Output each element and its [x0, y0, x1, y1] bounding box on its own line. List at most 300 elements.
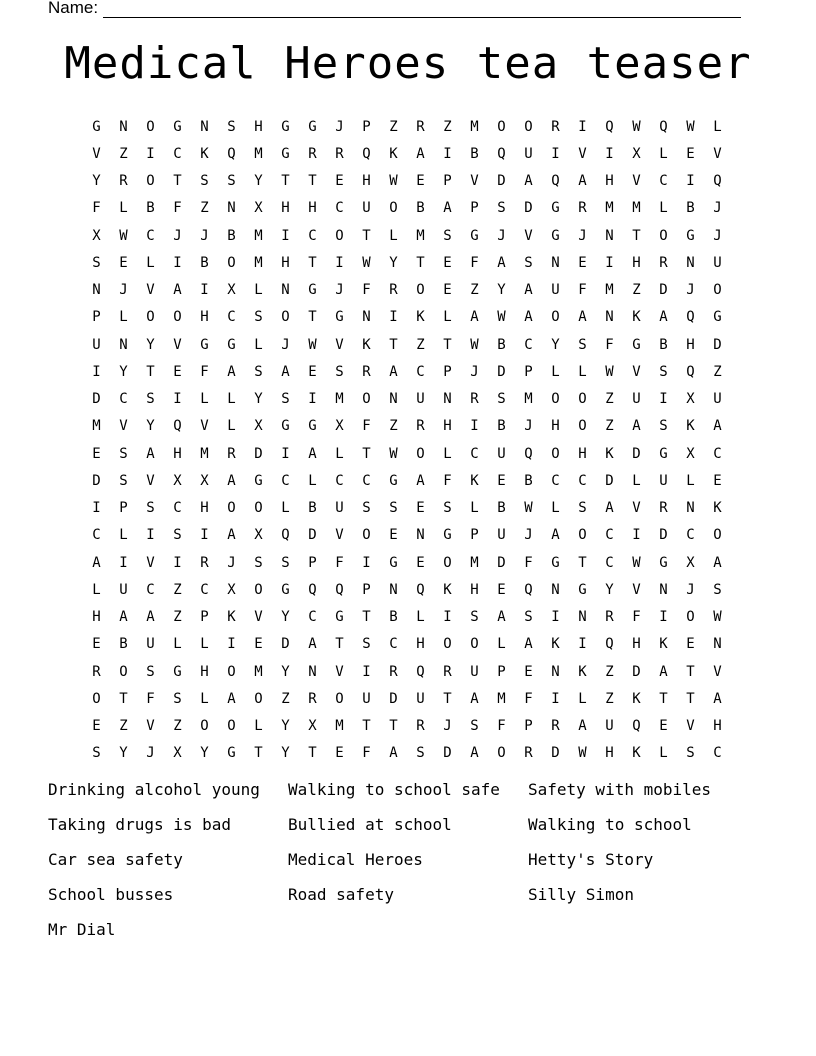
grid-letter: J — [713, 200, 722, 217]
grid-letter: K — [659, 636, 668, 653]
word-list-item: Safety with mobiles — [528, 780, 712, 799]
grid-letter: T — [443, 690, 452, 707]
page-title: Medical Heroes tea teaser — [64, 38, 752, 89]
grid-letter: E — [416, 500, 425, 517]
grid-letter: D — [308, 527, 317, 544]
grid-letter: E — [659, 718, 668, 735]
grid-letter: Y — [281, 663, 290, 680]
grid-letter: U — [497, 445, 506, 462]
grid-letter: F — [470, 254, 479, 271]
grid-letter: Y — [119, 363, 128, 380]
grid-letter: Z — [389, 118, 398, 135]
grid-letter: G — [173, 663, 182, 680]
grid-letter: E — [686, 636, 695, 653]
grid-letter: J — [524, 418, 533, 435]
grid-letter: F — [173, 200, 182, 217]
grid-letter: G — [281, 418, 290, 435]
grid-letter: T — [281, 173, 290, 190]
grid-letter: X — [173, 745, 182, 762]
grid-letter: H — [443, 418, 452, 435]
grid-letter: A — [524, 173, 533, 190]
grid-letter: L — [254, 718, 263, 735]
grid-letter: K — [200, 145, 209, 162]
grid-letter: Q — [632, 718, 641, 735]
grid-letter: J — [200, 227, 209, 244]
grid-letter: M — [470, 554, 479, 571]
grid-letter: N — [659, 581, 668, 598]
grid-letter: H — [578, 445, 587, 462]
grid-letter: J — [686, 282, 695, 299]
grid-letter: S — [146, 500, 155, 517]
grid-letter: R — [335, 145, 344, 162]
grid-letter: S — [173, 690, 182, 707]
grid-letter: V — [200, 418, 209, 435]
grid-letter: Z — [200, 200, 209, 217]
grid-letter: U — [605, 718, 614, 735]
grid-letter: U — [146, 636, 155, 653]
word-list-item: Walking to school — [528, 815, 692, 834]
grid-letter: C — [416, 363, 425, 380]
grid-letter: H — [92, 609, 101, 626]
grid-letter: N — [686, 254, 695, 271]
grid-letter: B — [497, 500, 506, 517]
grid-letter: W — [362, 254, 371, 271]
grid-letter: N — [362, 309, 371, 326]
grid-letter: S — [281, 391, 290, 408]
grid-letter: Y — [254, 391, 263, 408]
grid-letter: A — [713, 418, 722, 435]
grid-letter: C — [173, 500, 182, 517]
grid-letter: F — [443, 472, 452, 489]
grid-letter: O — [227, 254, 236, 271]
grid-letter: G — [335, 309, 344, 326]
grid-letter: A — [659, 663, 668, 680]
grid-letter: T — [335, 636, 344, 653]
grid-letter: H — [713, 718, 722, 735]
grid-letter: X — [686, 445, 695, 462]
grid-letter: V — [470, 173, 479, 190]
grid-letter: D — [497, 554, 506, 571]
grid-letter: O — [362, 391, 371, 408]
grid-letter: U — [497, 527, 506, 544]
grid-letter: A — [227, 472, 236, 489]
grid-letter: J — [227, 554, 236, 571]
grid-letter: Q — [335, 581, 344, 598]
name-field — [48, 0, 741, 18]
grid-letter: X — [335, 418, 344, 435]
grid-letter: P — [362, 118, 371, 135]
grid-letter: H — [416, 636, 425, 653]
grid-letter: C — [200, 581, 209, 598]
grid-letter: D — [659, 527, 668, 544]
grid-letter: X — [254, 418, 263, 435]
grid-letter: X — [686, 391, 695, 408]
grid-letter: R — [200, 554, 209, 571]
grid-letter: A — [551, 527, 560, 544]
grid-letter: U — [551, 282, 560, 299]
grid-letter: M — [335, 391, 344, 408]
grid-letter: A — [605, 500, 614, 517]
grid-letter: X — [227, 282, 236, 299]
grid-letter: J — [470, 363, 479, 380]
grid-letter: T — [389, 336, 398, 353]
grid-letter: Z — [119, 718, 128, 735]
grid-letter: W — [389, 445, 398, 462]
grid-letter: K — [362, 336, 371, 353]
grid-letter: W — [470, 336, 479, 353]
grid-letter: P — [362, 581, 371, 598]
grid-letter: K — [551, 636, 560, 653]
grid-letter: I — [578, 118, 587, 135]
grid-letter: G — [470, 227, 479, 244]
grid-letter: S — [443, 227, 452, 244]
grid-letter: L — [146, 254, 155, 271]
grid-letter: Z — [389, 418, 398, 435]
grid-letter: W — [632, 118, 641, 135]
grid-letter: U — [713, 254, 722, 271]
grid-letter: R — [443, 663, 452, 680]
grid-letter: G — [578, 581, 587, 598]
grid-letter: O — [551, 309, 560, 326]
grid-letter: O — [173, 309, 182, 326]
grid-letter: J — [524, 527, 533, 544]
grid-letter: W — [497, 309, 506, 326]
grid-letter: Y — [200, 745, 209, 762]
grid-letter: A — [146, 445, 155, 462]
grid-letter: U — [362, 200, 371, 217]
grid-letter: T — [389, 718, 398, 735]
grid-letter: S — [713, 581, 722, 598]
grid-letter: E — [578, 254, 587, 271]
grid-letter: V — [146, 282, 155, 299]
grid-letter: I — [200, 527, 209, 544]
grid-letter: I — [551, 609, 560, 626]
word-list-item: School busses — [48, 885, 174, 904]
grid-letter: I — [92, 500, 101, 517]
grid-letter: A — [443, 200, 452, 217]
grid-letter: S — [524, 609, 533, 626]
grid-letter: V — [632, 500, 641, 517]
grid-letter: C — [281, 472, 290, 489]
grid-letter: O — [146, 118, 155, 135]
grid-letter: J — [497, 227, 506, 244]
grid-letter: E — [416, 554, 425, 571]
grid-letter: S — [173, 527, 182, 544]
grid-letter: B — [308, 500, 317, 517]
grid-letter: A — [524, 636, 533, 653]
grid-letter: H — [200, 309, 209, 326]
grid-letter: J — [281, 336, 290, 353]
grid-letter: U — [524, 145, 533, 162]
grid-letter: G — [335, 609, 344, 626]
grid-letter: N — [119, 118, 128, 135]
grid-letter: S — [497, 200, 506, 217]
grid-letter: F — [362, 282, 371, 299]
grid-letter: C — [146, 227, 155, 244]
grid-letter: Y — [281, 609, 290, 626]
grid-letter: O — [254, 581, 263, 598]
grid-letter: B — [470, 145, 479, 162]
grid-letter: N — [389, 581, 398, 598]
grid-letter: A — [524, 309, 533, 326]
grid-letter: R — [551, 718, 560, 735]
grid-letter: I — [92, 363, 101, 380]
grid-letter: Q — [686, 363, 695, 380]
grid-letter: U — [416, 690, 425, 707]
grid-letter: E — [254, 636, 263, 653]
grid-letter: O — [686, 609, 695, 626]
grid-letter: C — [551, 472, 560, 489]
grid-letter: E — [173, 363, 182, 380]
grid-letter: D — [92, 391, 101, 408]
grid-letter: L — [200, 690, 209, 707]
grid-letter: R — [92, 663, 101, 680]
grid-letter: N — [551, 663, 560, 680]
grid-letter: P — [470, 200, 479, 217]
grid-letter: A — [389, 363, 398, 380]
grid-letter: V — [713, 145, 722, 162]
grid-letter: S — [416, 745, 425, 762]
grid-letter: V — [173, 336, 182, 353]
grid-letter: O — [443, 636, 452, 653]
grid-letter: C — [659, 173, 668, 190]
grid-letter: P — [443, 173, 452, 190]
grid-letter: Q — [173, 418, 182, 435]
grid-letter: L — [686, 472, 695, 489]
grid-letter: C — [686, 527, 695, 544]
grid-letter: D — [605, 472, 614, 489]
grid-letter: L — [551, 363, 560, 380]
grid-letter: C — [335, 472, 344, 489]
grid-letter: S — [470, 609, 479, 626]
grid-letter: O — [470, 636, 479, 653]
grid-letter: O — [416, 445, 425, 462]
grid-letter: E — [713, 472, 722, 489]
grid-letter: C — [470, 445, 479, 462]
grid-letter: H — [200, 500, 209, 517]
grid-letter: R — [605, 609, 614, 626]
grid-letter: J — [578, 227, 587, 244]
grid-letter: S — [146, 391, 155, 408]
grid-letter: J — [146, 745, 155, 762]
grid-letter: K — [443, 581, 452, 598]
grid-letter: N — [200, 118, 209, 135]
grid-letter: A — [524, 282, 533, 299]
grid-letter: G — [92, 118, 101, 135]
grid-letter: N — [713, 636, 722, 653]
grid-letter: Q — [308, 581, 317, 598]
grid-letter: D — [632, 663, 641, 680]
grid-letter: I — [335, 254, 344, 271]
grid-letter: Z — [173, 581, 182, 598]
grid-letter: T — [443, 336, 452, 353]
grid-letter: I — [443, 609, 452, 626]
grid-letter: L — [254, 336, 263, 353]
grid-letter: Q — [605, 118, 614, 135]
grid-letter: L — [659, 145, 668, 162]
grid-letter: R — [659, 254, 668, 271]
grid-letter: V — [119, 418, 128, 435]
grid-letter: Q — [551, 173, 560, 190]
grid-letter: S — [227, 118, 236, 135]
grid-letter: C — [713, 445, 722, 462]
grid-letter: H — [200, 663, 209, 680]
grid-letter: Q — [713, 173, 722, 190]
grid-letter: S — [497, 391, 506, 408]
grid-letter: M — [200, 445, 209, 462]
grid-letter: S — [92, 254, 101, 271]
grid-letter: A — [173, 282, 182, 299]
grid-letter: L — [551, 500, 560, 517]
grid-letter: A — [227, 527, 236, 544]
grid-letter: W — [308, 336, 317, 353]
grid-letter: E — [497, 472, 506, 489]
grid-letter: Y — [92, 173, 101, 190]
grid-letter: P — [119, 500, 128, 517]
grid-letter: A — [578, 173, 587, 190]
grid-letter: N — [686, 500, 695, 517]
grid-letter: B — [416, 200, 425, 217]
grid-letter: S — [119, 445, 128, 462]
grid-letter: V — [146, 554, 155, 571]
grid-letter: M — [524, 391, 533, 408]
grid-letter: F — [146, 690, 155, 707]
grid-letter: O — [551, 391, 560, 408]
grid-letter: D — [497, 363, 506, 380]
grid-letter: Z — [605, 418, 614, 435]
grid-letter: N — [443, 391, 452, 408]
grid-letter: O — [524, 118, 533, 135]
grid-letter: N — [281, 282, 290, 299]
grid-letter: V — [335, 663, 344, 680]
grid-letter: T — [362, 718, 371, 735]
grid-letter: W — [524, 500, 533, 517]
grid-letter: G — [659, 445, 668, 462]
grid-letter: R — [389, 282, 398, 299]
grid-letter: M — [335, 718, 344, 735]
grid-letter: E — [497, 581, 506, 598]
word-list-item: Mr Dial — [48, 920, 116, 939]
grid-letter: R — [416, 418, 425, 435]
grid-letter: V — [713, 663, 722, 680]
grid-letter: C — [308, 227, 317, 244]
grid-letter: A — [389, 745, 398, 762]
grid-letter: A — [470, 309, 479, 326]
grid-letter: Q — [659, 118, 668, 135]
grid-letter: G — [308, 282, 317, 299]
grid-letter: T — [362, 227, 371, 244]
grid-letter: G — [551, 200, 560, 217]
grid-letter: V — [254, 609, 263, 626]
grid-letter: A — [578, 718, 587, 735]
grid-letter: T — [632, 227, 641, 244]
grid-letter: I — [659, 609, 668, 626]
grid-letter: W — [578, 745, 587, 762]
grid-letter: O — [713, 282, 722, 299]
grid-letter: A — [92, 554, 101, 571]
grid-letter: Y — [389, 254, 398, 271]
grid-letter: P — [308, 554, 317, 571]
grid-letter: F — [524, 690, 533, 707]
grid-letter: Z — [605, 690, 614, 707]
grid-letter: D — [443, 745, 452, 762]
grid-letter: F — [92, 200, 101, 217]
grid-letter: L — [254, 282, 263, 299]
grid-letter: R — [524, 745, 533, 762]
grid-letter: E — [389, 527, 398, 544]
grid-letter: O — [443, 554, 452, 571]
grid-letter: N — [119, 336, 128, 353]
grid-letter: V — [686, 718, 695, 735]
grid-letter: I — [173, 254, 182, 271]
grid-letter: O — [92, 690, 101, 707]
grid-letter: H — [362, 173, 371, 190]
grid-letter: E — [416, 173, 425, 190]
grid-letter: N — [227, 200, 236, 217]
grid-letter: A — [497, 609, 506, 626]
grid-letter: O — [335, 690, 344, 707]
grid-letter: U — [362, 690, 371, 707]
grid-letter: N — [605, 227, 614, 244]
grid-letter: Q — [416, 581, 425, 598]
grid-letter: X — [308, 718, 317, 735]
grid-letter: Z — [470, 282, 479, 299]
grid-letter: H — [281, 254, 290, 271]
grid-letter: L — [578, 690, 587, 707]
grid-letter: D — [92, 472, 101, 489]
grid-letter: I — [389, 309, 398, 326]
grid-letter: B — [497, 336, 506, 353]
grid-letter: Y — [551, 336, 560, 353]
grid-letter: H — [281, 200, 290, 217]
grid-letter: T — [254, 745, 263, 762]
grid-letter: T — [686, 663, 695, 680]
grid-letter: S — [335, 363, 344, 380]
grid-letter: G — [551, 554, 560, 571]
grid-letter: X — [254, 200, 263, 217]
grid-letter: Q — [605, 636, 614, 653]
grid-letter: N — [389, 391, 398, 408]
grid-letter: B — [686, 200, 695, 217]
grid-letter: I — [362, 663, 371, 680]
grid-letter: O — [578, 527, 587, 544]
grid-letter: S — [659, 418, 668, 435]
grid-letter: W — [632, 554, 641, 571]
grid-letter: S — [686, 745, 695, 762]
grid-letter: I — [686, 173, 695, 190]
grid-letter: C — [146, 581, 155, 598]
grid-letter: I — [227, 636, 236, 653]
grid-letter: N — [605, 309, 614, 326]
grid-letter: O — [227, 718, 236, 735]
grid-letter: L — [119, 527, 128, 544]
grid-letter: S — [254, 554, 263, 571]
grid-letter: S — [254, 363, 263, 380]
grid-letter: T — [362, 445, 371, 462]
grid-letter: U — [119, 581, 128, 598]
grid-letter: I — [362, 554, 371, 571]
grid-letter: G — [443, 527, 452, 544]
grid-letter: D — [551, 745, 560, 762]
grid-letter: P — [443, 363, 452, 380]
grid-letter: T — [362, 609, 371, 626]
grid-letter: E — [443, 254, 452, 271]
grid-letter: K — [632, 745, 641, 762]
grid-letter: P — [524, 718, 533, 735]
grid-letter: M — [254, 254, 263, 271]
grid-letter: I — [146, 527, 155, 544]
grid-letter: V — [632, 173, 641, 190]
